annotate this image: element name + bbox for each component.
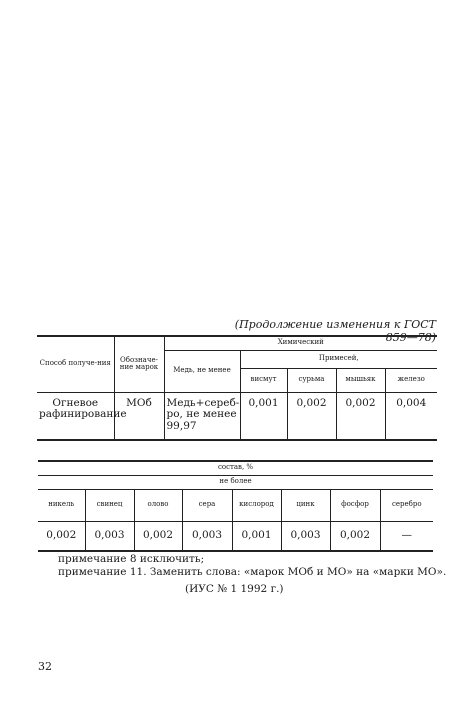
bismuth-value: 0,001 [240, 392, 287, 440]
silver-value: — [380, 521, 433, 551]
iron-value: 0,004 [385, 392, 437, 440]
nickel-header: никель [38, 489, 85, 521]
method-header: Способ получе-ния [37, 336, 114, 392]
lead-header: свинец [85, 489, 134, 521]
note-8: примечание 8 исключить; [58, 553, 205, 565]
ius-reference: (ИУС № 1 1992 г.) [185, 583, 284, 595]
copper-value: Медь+сереб-ро, не менее 99,97 [164, 392, 240, 440]
chemical-composition-table-part1 [37, 335, 437, 441]
max-header: не более [38, 475, 433, 489]
nickel-value: 0,002 [38, 521, 85, 551]
phosphorus-value: 0,002 [330, 521, 380, 551]
grade-header: Обозначе-ние марок [114, 336, 164, 392]
impurities-header: Примесей, [240, 350, 437, 368]
arsenic-value: 0,002 [336, 392, 385, 440]
tin-header: олово [134, 489, 182, 521]
sulfur-header: сера [182, 489, 232, 521]
chemical-composition-table-part2 [38, 460, 433, 552]
phosphorus-header: фосфор [330, 489, 380, 521]
iron-header: железо [385, 368, 437, 392]
grade-value: МОб [114, 392, 164, 440]
page-number: 32 [38, 660, 52, 673]
antimony-value: 0,002 [287, 392, 336, 440]
zinc-value: 0,003 [281, 521, 330, 551]
method-value: Огневое рафинирование [37, 392, 114, 440]
chemical-header: Химический [164, 336, 437, 350]
silver-header: серебро [380, 489, 433, 521]
note-11: примечание 11. Заменить слова: «марок МОб и МО» на «марки МО». [58, 566, 447, 578]
oxygen-header: кислород [232, 489, 281, 521]
lead-value: 0,003 [85, 521, 134, 551]
copper-header: Медь, не менее [164, 350, 240, 392]
oxygen-value: 0,001 [232, 521, 281, 551]
sulfur-value: 0,003 [182, 521, 232, 551]
tin-value: 0,002 [134, 521, 182, 551]
arsenic-header: мышьяк [336, 368, 385, 392]
continuation-header: (Продолжение изменения к ГОСТ 859—78) [234, 318, 436, 344]
composition-header: состав, % [38, 461, 433, 475]
bismuth-header: висмут [240, 368, 287, 392]
antimony-header: сурьма [287, 368, 336, 392]
zinc-header: цинк [281, 489, 330, 521]
